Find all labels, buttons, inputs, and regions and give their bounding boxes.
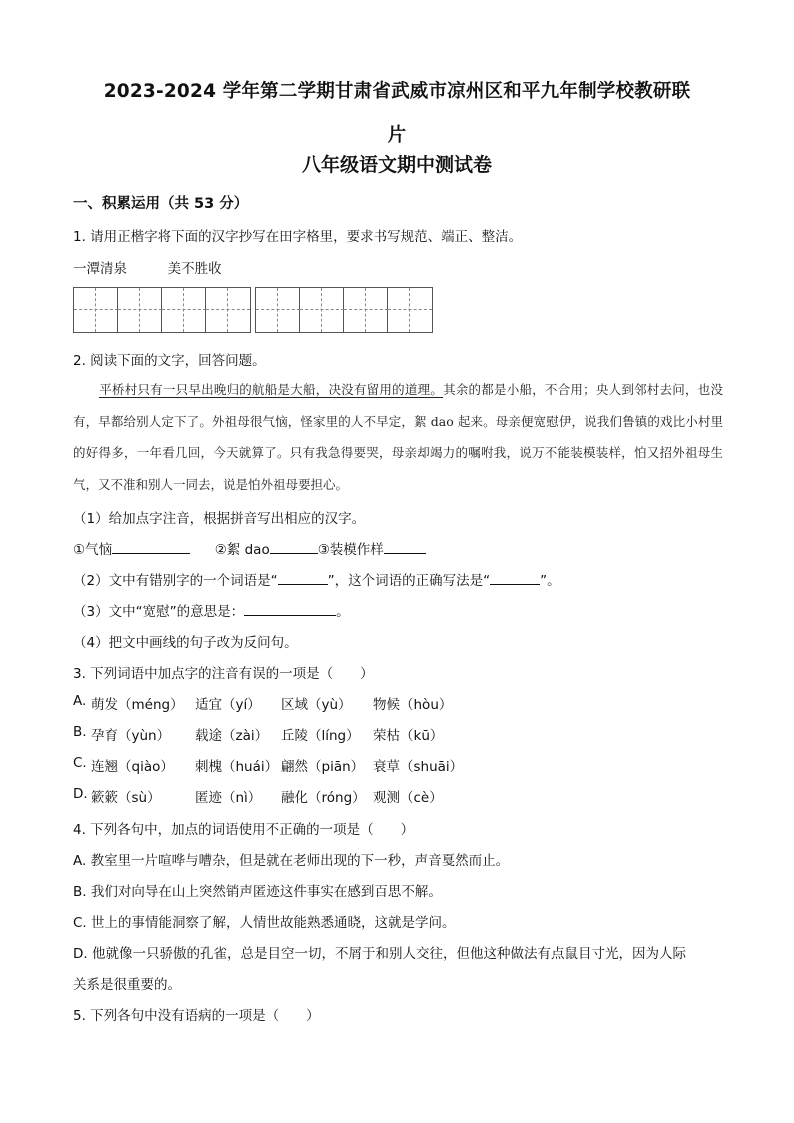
sub1-item-a: ①气恼 xyxy=(73,542,113,558)
grid-cell[interactable] xyxy=(344,288,388,332)
option-letter: B. xyxy=(73,724,87,740)
option-term: 物候（hòu） xyxy=(373,697,453,713)
option-term: 荣枯（kū） xyxy=(373,728,444,744)
option-letter: C. xyxy=(73,755,87,771)
grid-cell[interactable] xyxy=(74,288,118,332)
sub3-text-pre: （3）文中“宽慰”的意思是： xyxy=(73,604,245,620)
phrase-b: 美不胜收 xyxy=(167,261,222,277)
question-1-phrases xyxy=(73,257,222,277)
q2-sub1-items xyxy=(73,538,426,558)
exam-title-line2: 片 xyxy=(387,125,407,146)
question-1-stem: 1. 请用正楷字将下面的汉字抄写在田字格里，要求书写规范、端正、整洁。 xyxy=(73,229,523,245)
answer-blank[interactable] xyxy=(270,540,318,554)
option-term: 连翘（qiào） xyxy=(91,759,174,775)
question-4-option-c: C. 世上的事情能洞察了解，人情世故能熟悉通晓，这就是学问。 xyxy=(73,915,456,931)
section-heading: 一、积累运用（共 53 分） xyxy=(73,196,249,212)
sub3-text-post: 。 xyxy=(336,604,350,620)
sub2-text-post: ”。 xyxy=(540,573,561,589)
writing-grid-b[interactable] xyxy=(255,287,433,333)
option-letter: D. xyxy=(73,786,88,802)
answer-blank[interactable] xyxy=(384,540,426,554)
question-2-stem: 2. 阅读下面的文字，回答问题。 xyxy=(73,353,266,369)
answer-blank[interactable] xyxy=(278,571,328,585)
question-4-option-d: D. 他就像一只骄傲的孔雀，总是目空一切，不屑于和别人交往，但他这种做法有点鼠目寸光，因为人际 xyxy=(73,946,686,962)
q2-sub2 xyxy=(73,569,561,589)
option-term: 簌簌（sù） xyxy=(91,790,161,806)
grid-cell[interactable] xyxy=(388,288,432,332)
exam-title-line1: 2023-2024 学年第二学期甘肃省武威市凉州区和平九年制学校教研联 xyxy=(103,81,691,102)
grid-cell[interactable] xyxy=(300,288,344,332)
option-term: 衰草（shuāi） xyxy=(373,759,464,775)
question-4-option-d-cont: 关系是很重要的。 xyxy=(73,977,181,993)
question-4-option-b: B. 我们对向导在山上突然销声匿迹这件事实在感到百思不解。 xyxy=(73,884,442,900)
sub1-item-b: ②絮 dao xyxy=(214,542,270,558)
question-4-option-a: A. 教室里一片喧哗与嘈杂，但是就在老师出现的下一秒，声音戛然而止。 xyxy=(73,853,510,869)
question-3-stem: 3. 下列词语中加点字的注音有误的一项是（ ） xyxy=(73,666,374,682)
underlined-sentence: 平桥村只有一只早出晚归的航船是大船，决没有留用的道理。 xyxy=(99,382,444,397)
answer-blank[interactable] xyxy=(490,571,540,585)
answer-blank[interactable] xyxy=(112,540,190,554)
grid-cell[interactable] xyxy=(256,288,300,332)
phrase-a: 一潭清泉 xyxy=(73,261,127,277)
reading-passage xyxy=(73,374,723,500)
passage-rest: 其余的都是小船，不合用；央人到邻村去问，也没有，早都给别人定下了。外祖母很气恼，怪家里的人不早定，絮 dao 起来。母亲便宽慰伊，说我们鲁镇的戏比小村里的好得多，一年看几回，今天就算了。只有我急得要哭，母亲却竭力的嘱咐我，说万不能装模装样，怕又招外祖母生气，又不准和别人一同去，说是怕外祖母要担心。 xyxy=(73,382,723,492)
option-term: 丘陵（líng） xyxy=(281,728,360,744)
question-4-stem: 4. 下列各句中，加点的词语使用不正确的一项是（ ） xyxy=(73,822,415,838)
grid-cell[interactable] xyxy=(118,288,162,332)
q2-sub1: （1）给加点字注音，根据拼音写出相应的汉字。 xyxy=(73,511,366,527)
answer-blank[interactable] xyxy=(244,602,336,616)
option-term: 翩然（piān） xyxy=(281,759,365,775)
option-term: 匿迹（nì） xyxy=(195,790,262,806)
option-letter: A. xyxy=(73,693,87,709)
q2-sub4: （4）把文中画线的句子改为反问句。 xyxy=(73,635,298,651)
question-5-stem: 5. 下列各句中没有语病的一项是（ ） xyxy=(73,1008,320,1024)
option-term: 区域（yù） xyxy=(281,697,352,713)
option-term: 适宜（yí） xyxy=(195,697,261,713)
q2-sub3 xyxy=(73,600,350,620)
option-term: 孕育（yùn） xyxy=(91,728,171,744)
writing-grid-a[interactable] xyxy=(73,287,251,333)
option-term: 观测（cè） xyxy=(373,790,443,806)
grid-cell[interactable] xyxy=(162,288,206,332)
option-term: 融化（róng） xyxy=(281,790,366,806)
grid-cell[interactable] xyxy=(206,288,250,332)
sub1-item-c: ③装模作样 xyxy=(317,542,384,558)
exam-subtitle: 八年级语文期中测试卷 xyxy=(301,154,492,176)
option-term: 载途（zài） xyxy=(195,728,269,744)
sub2-text-pre: （2）文中有错别字的一个词语是“ xyxy=(73,573,278,589)
sub2-text-mid: ”，这个词语的正确写法是“ xyxy=(327,573,491,589)
option-term: 萌发（méng） xyxy=(91,697,184,713)
option-term: 刺槐（huái） xyxy=(195,759,279,775)
